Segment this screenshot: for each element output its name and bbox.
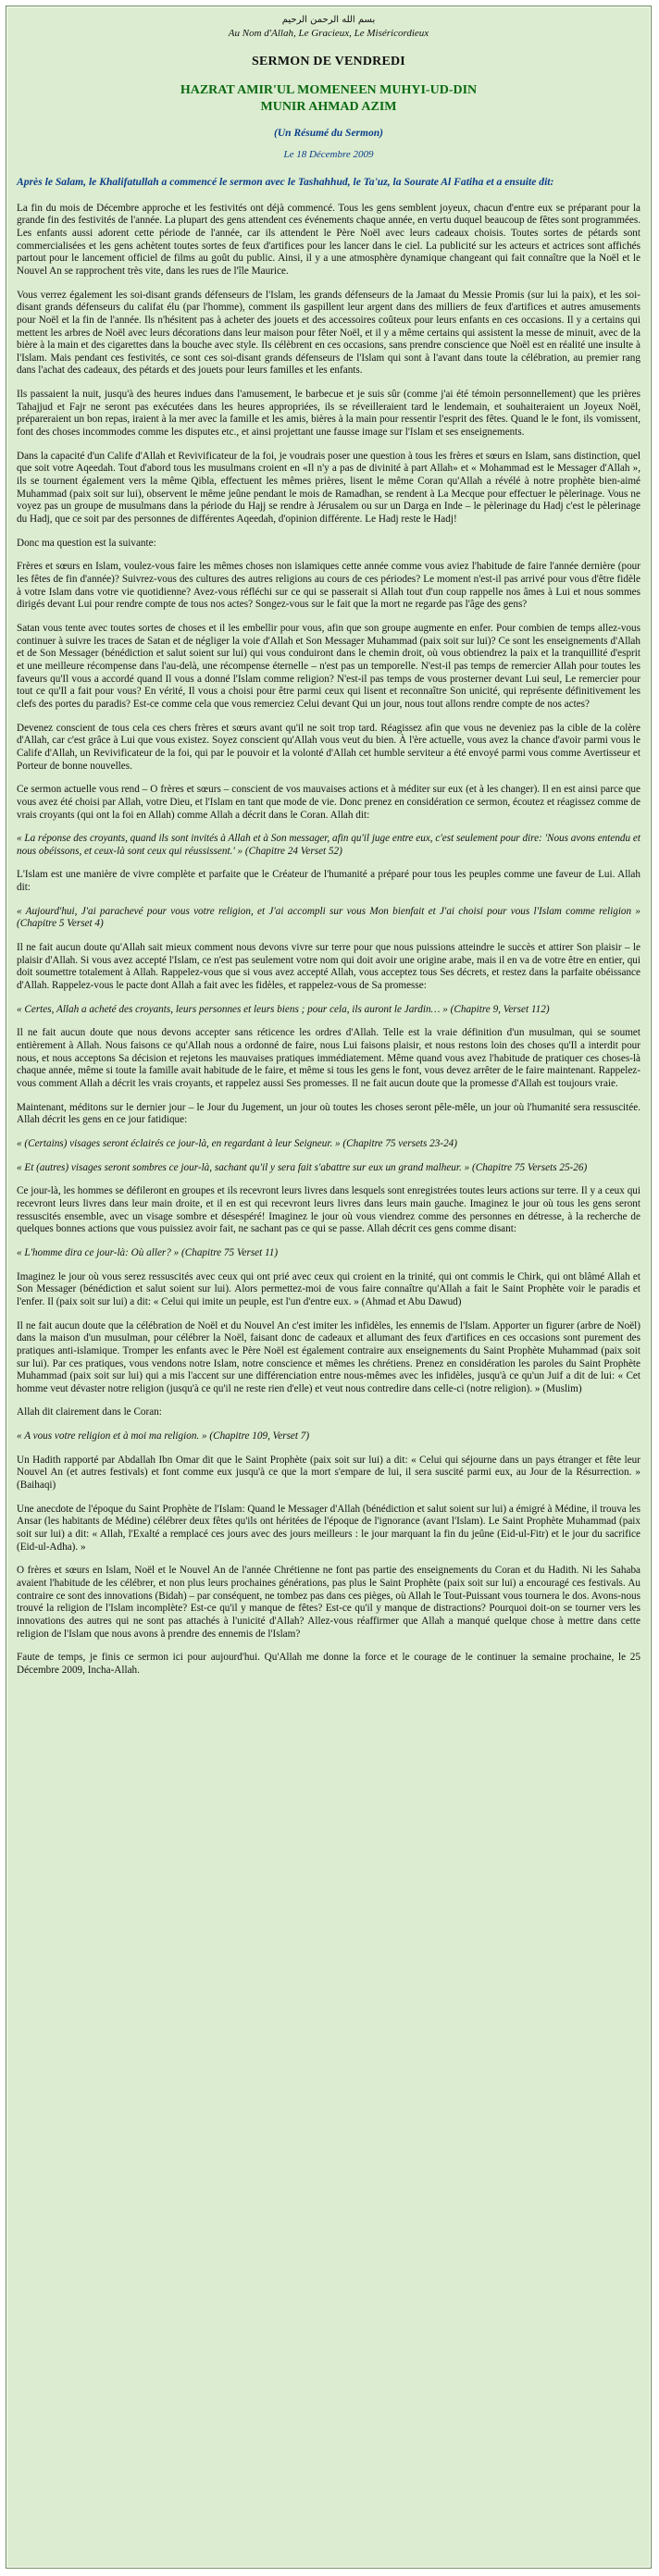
quran-quote: « Aujourd'hui, J'ai parachevé pour vous votre religion, et J'ai accompli sur vous Mon bienfait et J'ai choisi pour vous l'Islam comme religion » (Chapitre 5 Verset 4) (17, 905, 640, 930)
paragraph: Ils passaient la nuit, jusqu'à des heures indues dans l'amusement, le barbecue et je suis sûr (comme j'ai été témoin personnellement) que les prières Tahajjud et Fajr ne seront pas exécutées dans les heures appropriées, ils se réveilleraient tard le lendemain, et souhaiteraient un Joyeux Noël, prépareraient un bon repas, iraient à la mer avec la famille et les amis, bières à la main pour ressentir l'esprit des fêtes. Quand le le font, ils vomissent, font des choses incommodes comme les disputes etc., et ainsi projettant une fausse image sur l'Islam et ses enseignements. (17, 389, 640, 439)
page-frame (6, 6, 652, 2569)
paragraph: La fin du mois de Décembre approche et les festivités ont déjà commencé. Tous les gens semblent joyeux, chacun d'entre eux se préparant pour la grande fin des festivités de l'année. La plupart des gens attendent ces événements chaque année, en vertu duquel beaucoup de fêtes sont programmées. Les enfants aussi adorent cette période de l'année, car ils attendent le Père Noël avec leurs cadeaux choisis. Toutes sortes de pétards sont commercialisées et les gens achètent toutes sortes de feux d'artifices pour les lancer dans le ciel. La publicité sur les acteurs et actrices sont affichés partout pour le lancement officiel de films au goût du public. Ainsi, il y a une atmosphère dynamique changeant qui fait connaître que la Noël et le Nouvel An se rapprochent très vite, dans les rues de l'île Maurice. (17, 202, 640, 277)
paragraph: Imaginez le jour où vous serez ressuscités avec ceux qui ont prié avec ceux qui croient en la trinité, qui ont commis le Chirk, qui ont blâmé Allah et Son Messager (bénédiction et salut soient sur lui). Alors permettez-moi de vous faire connaître qu'Allah a fait le Saint Prophète voir le paradis et l'enfer. Il (paix soit sur lui) a dit: « Celui qui imite un peuple, est l'un d'entre eux. » (Ahmad et Abu Dawud) (17, 1270, 640, 1307)
paragraph: Une anecdote de l'époque du Saint Prophète de l'Islam: Quand le Messager d'Allah (bénédiction et salut soient sur lui) a émigré à Médine, il trouva les Ansar (les habitants de Médine) célébrer deux fêtes qu'ils ont héritées de l'époque de l'ignorance (avant l'Islam). Le Saint Prophète Muhammad (paix soit sur lui) a dit: « Allah, l'Exalté a remplacé ces jours avec des jours meilleurs : le jour marquant la fin du jeûne (Eid-ul-Fitr) et le jour du sacrifice (Eid-ul-Adha). » (17, 1503, 640, 1553)
quran-quote: « Et (autres) visages seront sombres ce jour-là, sachant qu'il y sera fait s'abattre sur eux un grand malheur. » (Chapitre 75 Versets 25-26) (17, 1161, 588, 1173)
sermon-date: Le 18 Décembre 2009 (283, 149, 374, 161)
paragraph: Devenez conscient de tous cela ces chers frères et sœurs avant qu'il ne soit trop tard. Réagissez afin que vous ne deveniez pas la cible de la colère d'Allah, car c'est grâce à Lui que vous existez. Soyez conscient qu'Allah vous veut du bien. À l'ère actuelle, vous avez la chance d'avoir parmi vous le Calife d'Allah, un Revivificateur de la foi, qui par le pouvoir et la volonté d'Allah cet humble serviteur a été envoyé parmi vous comme Avertisseur et Porteur de bonne nouvelles. (17, 722, 640, 772)
bismillah-line: بسم الله الرحمن الرحيم (281, 15, 376, 25)
paragraph: Allah dit clairement dans le Coran: (17, 1406, 162, 1418)
intro-paragraph: Après le Salam, le Khalifatullah a commencé le sermon avec le Tashahhud, le Ta'uz, la Sourate Al Fatiha et a ensuite dit: (17, 176, 554, 189)
quran-quote: « L'homme dira ce jour-là: Où aller? » (Chapitre 75 Verset 11) (17, 1246, 279, 1258)
paragraph: L'Islam est une manière de vivre complète et parfaite que le Créateur de l'humanité a préparé pour tous les peuples comme une faveur de Lui. Allah dit: (17, 869, 640, 894)
paragraph: Il ne fait aucun doute que la célébration de Noël et du Nouvel An c'est imiter les infidèles, les ennemis de l'Islam. Apporter un figurer (arbre de Noël) dans la maison d'un musulman, pour célébrer la Noël, faisant donc de cadeaux et allumant des feux d'artifices en ces occasions sont purement des pratiques anti-islamique. Tromper les enfants avec le Père Noël est également contraire aux enseignements du Saint Prophète Muhammad (paix soit sur lui). Par ces pratiques, vous vendons notre Islam, notre conscience et mêmes les chrétiens. Prenez en considération les paroles du Saint Prophète Muhammad (paix soit sur lui) qui a mis l'accent sur une différenciation entre nous-mêmes avec les infidèles, jusqu'à ce qu'un Juif a dit de lui: « Cet homme veut dévaster notre religion (jusqu'à ce qu'il ne reste rien d'elle) et veut nous contredire dans celle-ci (notre religion). » (Muslim) (17, 1319, 640, 1394)
paragraph: Donc ma question est la suivante: (17, 537, 156, 549)
quran-quote: « A vous votre religion et à moi ma religion. » (Chapitre 109, Verset 7) (17, 1430, 310, 1443)
invocation-line: Au Nom d'Allah, Le Gracieux, Le Miséricordieux (228, 28, 429, 40)
paragraph: Il ne fait aucun doute qu'Allah sait mieux comment nous devons vivre sur terre pour que nous puissions atteindre le succès et attirer Son plaisir – le plaisir d'Allah. Si vous avez accepté l'Islam, ce n'est pas seulement votre nom qui doit avoir une origine arabe, mais il en va de votre être en entier, qui doit soumettre totalement à Allah. Rappelez-vous que si vous avez accepté Allah, vous acceptez tous Ses décrets, et restez dans la parfaite obéissance d'Allah. Rappelez-vous le pacte dont Allah a fait avec les fidèles, et rappelez-vous de Sa promesse: (17, 942, 640, 992)
quran-quote: « La réponse des croyants, quand ils sont invités à Allah et à Son messager, afin qu'il juge entre eux, c'est seulement pour dire: 'Nous avons entendu et nous obéissons, et ceux-là sont ceux qui réussissent.' » (Chapitre 24 Verset 52) (17, 833, 640, 857)
speaker-line-2: MUNIR AHMAD AZIM (260, 99, 397, 114)
paragraph: O frères et sœurs en Islam, Noël et le Nouvel An de l'année Chrétienne ne font pas partie des enseignements du Coran et du Hadith. Ni les Sahaba avaient l'habitude de les célébrer, et non plus leurs prochaines générations, pas plus le Saint Prophète (paix soit sur lui) a encouragé ces festivals. Au contraire ce sont des innovations (Bidah) – par conséquent, ne tombez pas dans ces pièges, où Allah le Tout-Puissant vous tournera le dos. Avons-nous trouvé la religion de l'Islam incomplète? Est-ce qu'il y manque de fêtes? Est-ce qu'il y manque de distractions? Pourquoi doit-on se tourner vers les innovations des autres qui ne sont pas attachés à l'unicité d'Allah? Allez-vous réaffirmer que Allah a manqué quelque chose à mettre dans cette religion de l'Islam que nous avons à prendre des ennemis de l'Islam? (17, 1565, 640, 1640)
summary-note: (Un Résumé du Sermon) (274, 128, 383, 140)
speaker-line-1: HAZRAT AMIR'UL MOMENEEN MUHYI-UD-DIN (180, 82, 478, 97)
paragraph: Maintenant, méditons sur le dernier jour – le Jour du Jugement, un jour où toutes les choses seront pêle-mêle, un jour où l'humanité sera ressuscitée. Allah décrit les gens en ce jour fatidique: (17, 1101, 640, 1126)
quran-quote: « Certes, Allah a acheté des croyants, leurs personnes et leurs biens ; pour cela, ils auront le Jardin… » (Chapitre 9, Verset 112) (17, 1003, 550, 1015)
page-title: SERMON DE VENDREDI (252, 54, 405, 68)
paragraph: Ce sermon actuelle vous rend – O frères et sœurs – conscient de vos mauvaises actions et à méditer sur eux (et à les changer). Il en est ainsi parce que vous avez été choisi par Allah, votre Dieu, et l'Islam en tant que mode de vie. Donc prenez en considération ce sermon, écoutez et réagissez comme de vrais croyants (qui ont la foi en Allah) comme Allah a décrit dans le Coran. Allah dit: (17, 784, 640, 821)
paragraph: Ce jour-là, les hommes se défileront en groupes et ils recevront leurs livres dans lesquels sont enregistrées toutes leurs actions sur terre. Il y a ceux qui recevront leurs livres dans leur main droite, et il en est qui recevront leurs livres dans leurs main gauche. Imaginez le jour où tous les gens seront ressuscités ensemble, avec un visage sombre et désespéré! Imaginez le jour où vous viendrez comme des personnes en détresse, à la recherche de quelques bonnes actions que vous puissiez avoir fait, ne sachant pas ce qui se passe. Allah décrit ces gens comme disant: (17, 1185, 640, 1235)
sermon-page (7, 7, 650, 2567)
paragraph: Dans la capacité d'un Calife d'Allah et Revivificateur de la foi, je voudrais poser une question à tous les frères et sœurs en Islam, sans distinction, quel que soit votre Aqeedah. Tout d'abord tous les musulmans croient en «Il n'y a pas de divinité à part Allah» et « Mohammad est le Messager d'Allah », ils se tournent également vers la même Qibla, effectuent les mêmes prières, lisent le même Coran qu'Allah a révélé à notre prophète bien-aimé Muhammad (paix soit sur lui), observent le même jeûne pendant le mois de Ramadhan, se rendent à La Mecque pour effectuer le pèlerinage. Vous ne voyez pas un groupe de musulmans dans la période du Hajj se rendre à Jérusalem ou sur un Darga en Inde – le pèlerinage du Hadj c'est le pèlerinage du Hadj, que ce soit par des personnes de différentes Aqeedah, d'opinion différente. Le Hadj reste le Hadj! (17, 450, 640, 526)
paragraph: Un Hadith rapporté par Abdallah Ibn Omar dit que le Saint Prophète (paix soit sur lui) a dit: « Celui qui séjourne dans un pays étranger et fête leur Nouvel An (et autres festivals) et font comme eux jusqu'à ce que la mort s'empare de lui, il sera suscité parmi eux, au Jour de la Résurrection. » (Baihaqi) (17, 1454, 640, 1492)
quran-quote: « (Certains) visages seront éclairés ce jour-là, en regardant à leur Seigneur. » (Chapitre 75 versets 23-24) (17, 1137, 457, 1149)
speaker-name (17, 82, 640, 116)
paragraph: Vous verrez également les soi-disant grands défenseurs de l'Islam, les grands défenseurs de la Jamaat du Messie Promis (sur lui la paix), et les soi-disant grands défenseurs du califat élu (par l'homme), comment ils gaspillent leur argent dans des milliers de feux d'artifices et autres amusements pour Noël et la fin de l'année. Ils n'hésitent pas à acheter des jouets et des accessoires coûteux pour leurs enfants en ces occasions. Il y a certains qui mettent les arbres de Noël avec leurs décorations dans leur maison pour fêter Noël, et il y a même certains qui assistent la messe de minuit, avec de la bière à la main et des cigarettes dans la bouche avec style. Ils célèbrent en ces occasions, sans prendre conscience que Noël est en réalité une insulte à l'Islam. Mais pendant ces festivités, ce sont ces soi-disant grands défenseurs de l'Islam qui sont à l'avant dans toute la célébration, au premier rang dans l'achat des cadeaux, des pétards et des jouets pour leurs familles et les enfants. (17, 289, 640, 377)
paragraph: Il ne fait aucun doute que nous devons accepter sans réticence les ordres d'Allah. Telle est la vraie définition d'un musulman, qui se soumet entièrement à Allah. Nous faisons ce qu'Allah nous a ordonné de faire, nous Lui faisons plaisir, et nous restons loin des choses qu'Il a interdit pour nous, et nous acceptons Sa décision et rejetons les mauvaises pratiques immédiatement. Même quand vous avez l'habitude de pratiquer ces choses-là chaque année, même si toute la famille avait habitude de le faire, et même si tous les gens le font, vous devez arrêter de le faire maintenant. Rappelez-vous comment Allah a décrit les vrais croyants, et rappelez aussi Ses promesses. Il ne fait aucun doute que la promesse d'Allah est toujours vraie. (17, 1027, 640, 1090)
closing-paragraph: Faute de temps, je finis ce sermon ici pour aujourd'hui. Qu'Allah me donne la force et le courage de le continuer la semaine prochaine, le 25 Décembre 2009, Incha-Allah. (17, 1652, 640, 1676)
paragraph: Satan vous tente avec toutes sortes de choses et il les embellir pour vous, afin que son groupe augmente en enfer. Pour combien de temps allez-vous continuer à suivre les traces de Satan et de négliger la voie d'Allah et Son Messager Muhammad (paix soit sur lui)? Ce sont les enseignements d'Allah et de Son Messager (bénédiction et salut soient sur lui) qui vous conduiront dans le chemin droit, où vous obtiendrez la paix et la tranquillité d'esprit et une meilleure récompense dans l'au-delà, une récompense éternelle – n'est pas un temporelle. N'est-il pas temps de remercier Allah pour toutes les faveurs qu'Il vous a accordé quand Il vous a donné l'Islam comme religion? N'est-il pas temps de vous prosterner devant Lui seul, Le remercier pour tout ce qu'Il a fait pour vous? En vérité, Il vous a choisi pour être parmi ceux qui lisent et reconnaître Son unicité, qui représente définitivement les clefs des portes du paradis? Est-ce comme cela que vous remerciez Celui devant Qui un jour, nous tout allons rendre compte de nos actes? (17, 622, 640, 710)
paragraph: Frères et sœurs en Islam, voulez-vous faire les mêmes choses non islamiques cette année comme vous aviez l'habitude de faire l'année dernière (pour les fêtes de fin d'année)? Suivrez-vous des cultures des autres religions au cours de ces périodes? Le moment n'est-il pas arrivé pour vous d'être fidèle à votre Islam dans votre vie quotidienne? Avez-vous réfléchi sur ce qui se passerait si Allah tout d'un coup rappelle nos âmes à Lui et nous sommes dirigés devant Lui pour rendre compte de tous nos actes? Songez-vous sur le fait que la mort ne regarde pas l'âge des gens? (17, 561, 640, 611)
